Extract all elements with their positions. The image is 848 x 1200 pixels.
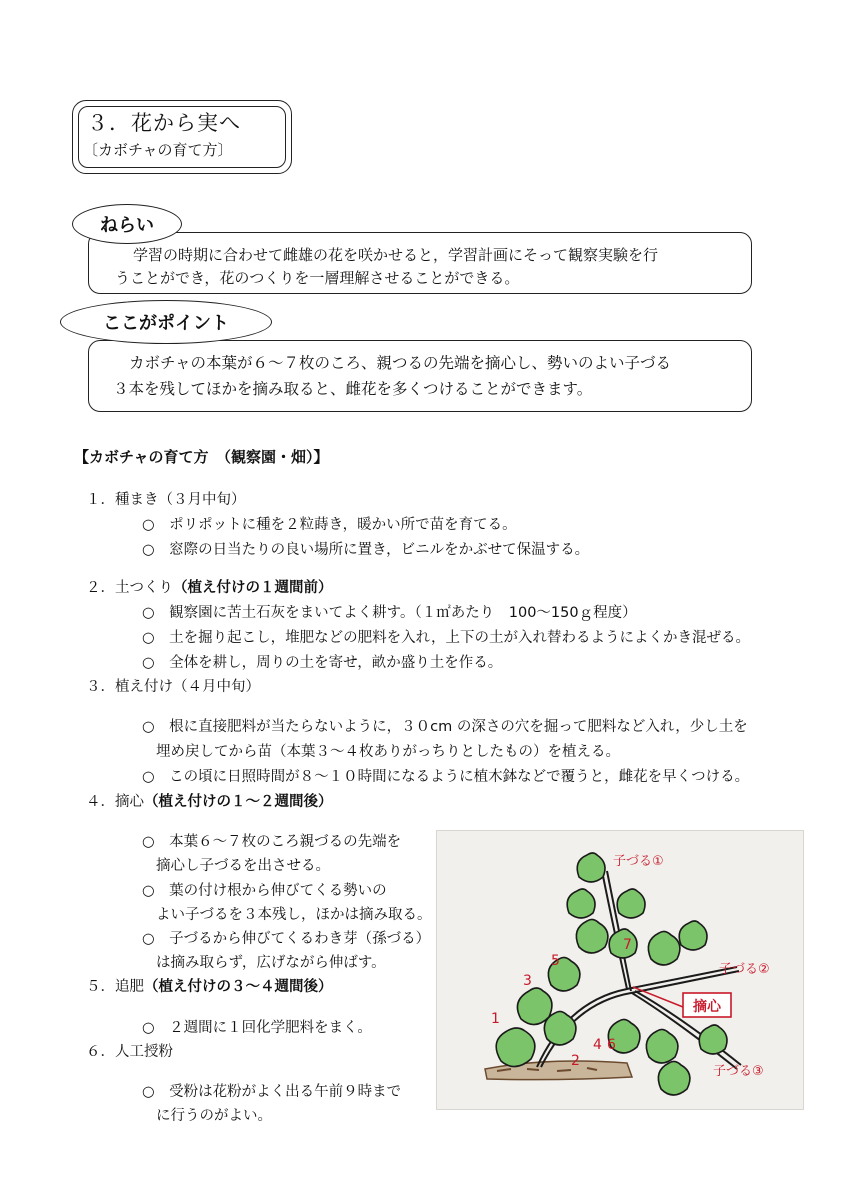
point-text-line-1: カボチャの本葉が６～７枚のころ、親つるの先端を摘心し、勢いのよい子づる — [129, 354, 672, 372]
pumpkin-vine-drawing — [437, 831, 803, 1109]
step-4-heading-timing: （植え付けの１～２週間後） — [144, 794, 333, 810]
aim-label: ねらい — [72, 204, 182, 244]
point-box — [88, 340, 752, 412]
step-4-item-1: ○ 本葉６～７枚のころ親づるの先端を — [142, 834, 402, 850]
step-4-item-3: ○ 子づるから伸びてくるわき芽（孫づる） — [142, 931, 431, 947]
step-4-item-2-cont: よい子づるを３本残し，ほかは摘み取る。 — [156, 907, 432, 923]
step-2-heading — [86, 576, 333, 597]
step-4-heading — [86, 790, 333, 811]
step-6-item-1: ○ 受粉は花粉がよく出る午前９時まで — [142, 1084, 402, 1100]
leaf-number-3: 3 — [523, 973, 532, 989]
step-2-item-3: ○ 全体を耕し，周りの土を寄せ，畝か盛り土を作る。 — [142, 655, 503, 671]
leaf-number-6: 6 — [607, 1037, 616, 1053]
step-4-item-2: ○ 葉の付け根から伸びてくる勢いの — [142, 883, 387, 899]
pumpkin-vine-illustration — [436, 830, 804, 1110]
step-4-item-3-cont: は摘み取らず，広げながら伸ばす。 — [156, 955, 386, 971]
aim-text-line-1: 学習の時期に合わせて雌雄の花を咲かせると，学習計画にそって観察実験を行 — [133, 246, 659, 264]
step-5-heading-prefix: ５．追肥 — [86, 979, 144, 995]
title-box — [72, 100, 292, 174]
step-2-item-1: ○ 観察園に苦土石灰をまいてよく耕す。（１㎡あたり 100～150ｇ程度） — [142, 605, 637, 621]
leaf-number-7: 7 — [623, 937, 632, 953]
child-vine-1-label: 子づる① — [613, 854, 664, 869]
leaf-number-2: 2 — [571, 1053, 580, 1069]
page-subtitle: 〔カボチャの育て方〕 — [83, 141, 233, 159]
step-3-item-2: ○ この頃に日照時間が８～１０時間になるように植木鉢などで覆うと，雌花を早くつける。 — [142, 769, 750, 785]
step-6-item-1-cont: に行うのがよい。 — [156, 1108, 272, 1124]
step-2-item-2: ○ 土を掘り起こし，堆肥などの肥料を入れ，上下の土が入れ替わるようによくかき混ぜる。 — [142, 630, 751, 646]
leaf-number-5: 5 — [551, 953, 560, 969]
child-vine-2-label: 子づる② — [719, 962, 770, 977]
step-1-heading: １．種まき（３月中旬） — [86, 492, 246, 508]
step-2-heading-prefix: ２．土つくり — [86, 580, 173, 596]
step-6-heading: ６．人工授粉 — [86, 1044, 173, 1060]
leaf-number-4: 4 — [593, 1037, 602, 1053]
step-4-heading-prefix: ４．摘心 — [86, 794, 144, 810]
step-2-heading-timing: （植え付けの１週間前） — [173, 580, 333, 596]
child-vine-3-label: 子づる③ — [713, 1064, 764, 1079]
step-4-item-1-cont: 摘心し子づるを出させる。 — [156, 858, 330, 874]
point-label: ここがポイント — [60, 300, 272, 344]
step-5-item-1: ○ ２週間に１回化学肥料をまく。 — [142, 1020, 372, 1036]
step-3-heading: ３．植え付け（４月中旬） — [86, 679, 260, 695]
step-3-item-1-cont: 埋め戻してから苗（本葉３～４枚ありがっちりとしたもの）を植える。 — [156, 744, 620, 760]
step-5-heading — [86, 975, 333, 996]
leaf-number-1: 1 — [491, 1011, 500, 1027]
point-text-line-2: ３本を残してほかを摘み取ると、雌花を多くつけることができます。 — [113, 380, 593, 398]
step-1-item-2: ○ 窓際の日当たりの良い場所に置き，ビニルをかぶせて保温する。 — [142, 542, 590, 558]
step-3-item-1: ○ 根に直接肥料が当たらないように，３０cm の深さの穴を掘って肥料など入れ，少し土を — [142, 719, 748, 735]
aim-text-line-2: うことができ，花のつくりを一層理解させることができる。 — [115, 269, 520, 287]
aim-box — [88, 232, 752, 294]
step-5-heading-timing: （植え付けの３～４週間後） — [144, 979, 333, 995]
page-title: ３．花から実へ — [87, 111, 241, 135]
section-heading: 【カボチャの育て方 （観察園・畑）】 — [74, 448, 329, 466]
step-1-item-1: ○ ポリポットに種を２粒蒔き，暖かい所で苗を育てる。 — [142, 517, 517, 533]
pinch-label: 摘心 — [693, 999, 721, 1015]
